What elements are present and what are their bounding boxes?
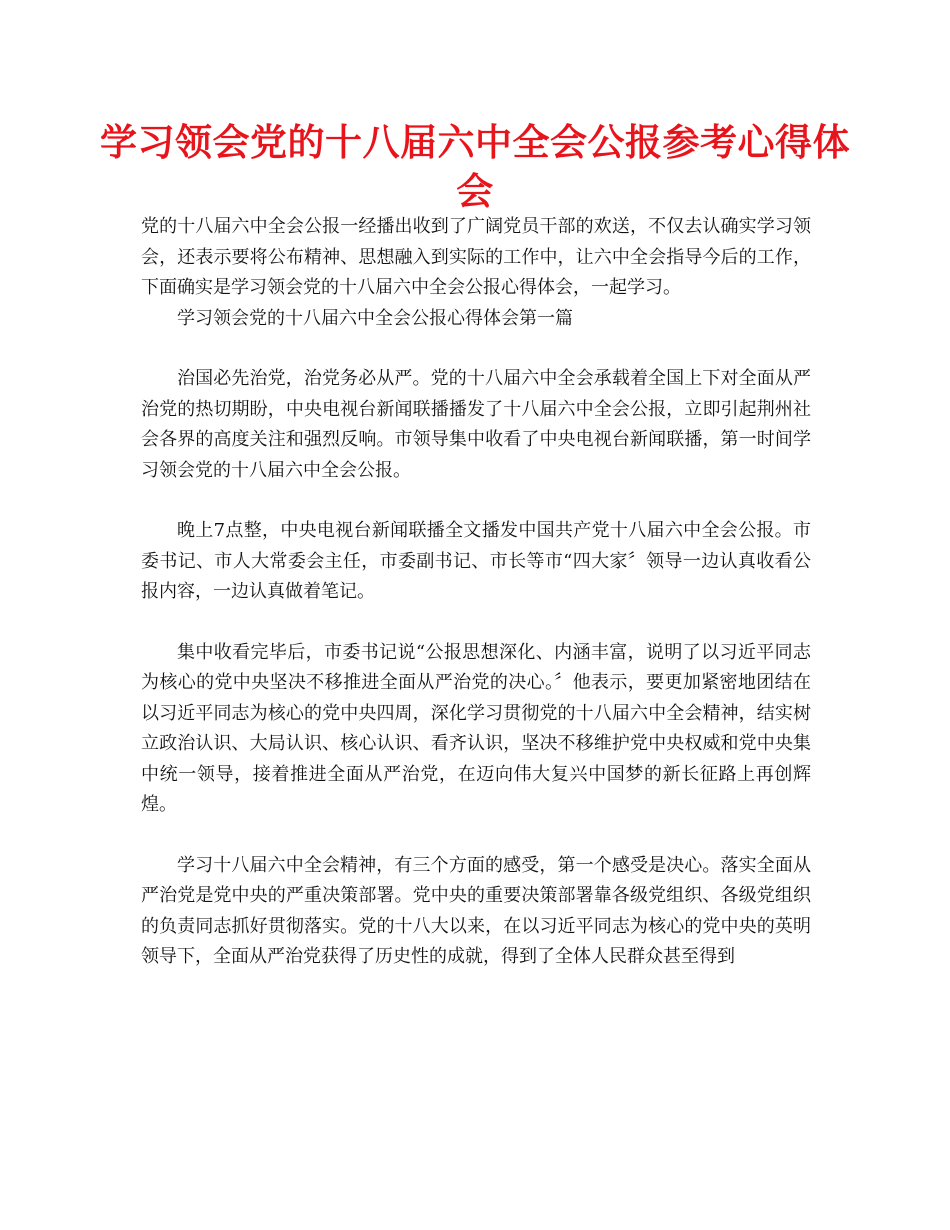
body-paragraph: 学习十八届六中全会精神，有三个方面的感受，第一个感受是决心。落实全面从严治党是党中央的严重决策部署。党中央的重要决策部署靠各级党组织、各级党组织的负责同志抓好贯彻落实。党的十八大以来，在以习近平同志为核心的党中央的英明领导下，全面从严治党获得了历史性的成就，得到了全体人民群众甚至得到 xyxy=(141,854,811,967)
document-title: 学习领会党的十八届六中全会公报参考心得体会 xyxy=(100,121,850,213)
intro-paragraph: 党的十八届六中全会公报一经播出收到了广阔党员干部的欢送，不仅去认确实学习领会，还表示要将公布精神、思想融入到实际的工作中，让六中全会指导今后的工作，下面确实是学习领会党的十八届六中全会公报心得体会，一起学习。 xyxy=(141,216,811,298)
body-paragraph: 晚上7点整，中央电视台新闻联播全文播发中国共产党十八届六中全会公报。市委书记、市人大常委会主任，市委副书记、市长等市“四大家〞领导一边认真收看公报内容，一边认真做着笔记。 xyxy=(141,520,811,602)
body-paragraph: 集中收看完毕后，市委书记说“公报思想深化、内涵丰富，说明了以习近平同志为核心的党中央坚决不移推进全面从严治党的决心。〞他表示，要更加紧密地团结在以习近平同志为核心的党中央四周，深化学习贯彻党的十八届六中全会精神，结实树立政治认识、大局认识、核心认识、看齐认识，坚决不移维护党中央权威和党中央集中统一领导，接着推进全面从严治党，在迈向伟大复兴中国梦的新长征路上再创辉煌。 xyxy=(141,641,811,815)
document-body xyxy=(141,212,811,973)
body-paragraph: 治国必先治党，治党务必从严。党的十八届六中全会承载着全国上下对全面从严治党的热切期盼，中央电视台新闻联播播发了十八届六中全会公报，立即引起荆州社会各界的高度关注和强烈反响。市领导集中收看了中央电视台新闻联播，第一时间学习领会党的十八届六中全会公报。 xyxy=(141,368,811,481)
section-heading: 学习领会党的十八届六中全会公报心得体会第一篇 xyxy=(177,307,573,329)
